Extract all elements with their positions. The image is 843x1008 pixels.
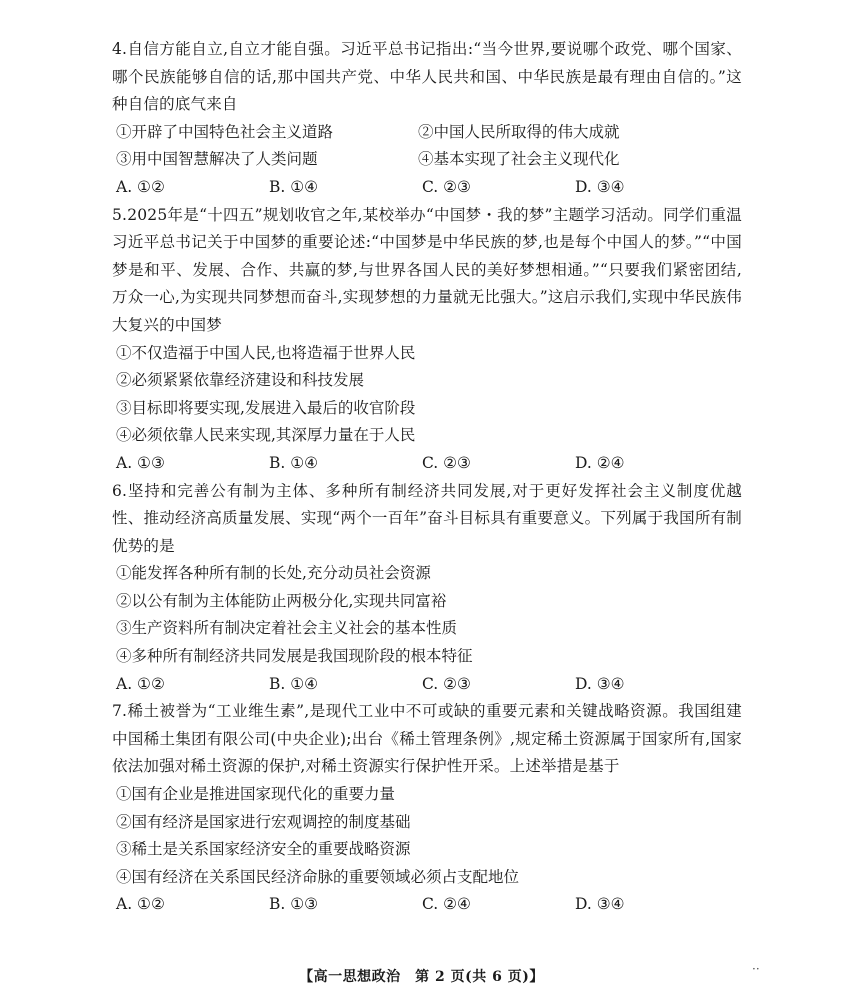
statement: ①国有企业是推进国家现代化的重要力量	[116, 785, 396, 804]
questions-area	[112, 36, 742, 919]
option-a: A. ①②	[116, 895, 165, 914]
answer-options	[112, 671, 742, 699]
option-c: C. ②③	[422, 674, 471, 693]
option-d: D. ③④	[575, 895, 625, 914]
question-stem: 4.自信方能自立,自立才能自强。习近平总书记指出:“当今世界,要说哪个政党、哪个国家、哪个民族能够自信的话,那中国共产党、中华人民共和国、中华民族是最有理由自信的。”这种自信的底气来自	[112, 40, 742, 114]
statement: ①能发挥各种所有制的长处,充分动员社会资源	[116, 564, 431, 583]
statement-list	[112, 119, 742, 174]
option-b: B. ①④	[269, 674, 319, 693]
statement: ③用中国智慧解决了人类问题	[116, 150, 318, 169]
question-6	[112, 478, 742, 699]
question-5	[112, 202, 742, 478]
statement-list	[112, 781, 742, 891]
option-a: A. ①②	[116, 177, 165, 196]
option-a: A. ①③	[116, 453, 165, 472]
option-c: C. ②③	[422, 177, 471, 196]
question-7	[112, 698, 742, 919]
statement: ④基本实现了社会主义现代化	[418, 150, 620, 169]
question-stem: 7.稀土被誉为“工业维生素”,是现代工业中不可或缺的重要元素和关键战略资源。我国组建中国稀土集团有限公司(中央企业);出台《稀土管理条例》,规定稀土资源属于国家所有,国家依法加强对稀土资源的保护,对稀土资源实行保护性开采。上述举措是基于	[112, 702, 742, 776]
question-stem: 6.坚持和完善公有制为主体、多种所有制经济共同发展,对于更好发挥社会主义制度优越性、推动经济高质量发展、实现“两个一百年”奋斗目标具有重要意义。下列属于我国所有制优势的是	[112, 481, 742, 555]
option-d: D. ③④	[575, 177, 625, 196]
statement: ④必须依靠人民来实现,其深厚力量在于人民	[116, 426, 416, 445]
statement: ④多种所有制经济共同发展是我国现阶段的根本特征	[116, 647, 473, 666]
statement: ②国有经济是国家进行宏观调控的制度基础	[116, 812, 411, 831]
statement: ②中国人民所取得的伟大成就	[418, 122, 620, 141]
option-c: C. ②③	[422, 453, 471, 472]
question-4	[112, 36, 742, 202]
answer-options	[112, 450, 742, 478]
statement: ③生产资料所有制决定着社会主义社会的基本性质	[116, 619, 458, 638]
option-c: C. ②④	[422, 895, 471, 914]
statement: ③目标即将要实现,发展进入最后的收官阶段	[116, 398, 416, 417]
option-b: B. ①④	[269, 453, 319, 472]
statement-list	[112, 340, 742, 450]
statement-list	[112, 560, 742, 670]
statement: ①不仅造福于中国人民,也将造福于世界人民	[116, 343, 416, 362]
option-d: D. ③④	[575, 674, 625, 693]
option-b: B. ①③	[269, 895, 319, 914]
statement: ④国有经济在关系国民经济命脉的重要领域必须占支配地位	[116, 867, 520, 886]
page-footer: 【高一思想政治 第 2 页(共 6 页)】	[299, 969, 544, 985]
option-b: B. ①④	[269, 177, 319, 196]
footer-mark: ··	[752, 962, 760, 976]
statement: ①开辟了中国特色社会主义道路	[116, 122, 334, 141]
question-stem: 5.2025年是“十四五”规划收官之年,某校举办“中国梦・我的梦”主题学习活动。同学们重温习近平总书记关于中国梦的重要论述:“中国梦是中华民族的梦,也是每个中国人的梦。”“中国梦是和平、发展、合作、共赢的梦,与世界各国人民的美好梦想相通。”“只要我们紧密团结,万众一心,为实现共同梦想而奋斗,实现梦想的力量就无比强大。”这启示我们,实现中华民族伟大复兴的中国梦	[112, 205, 742, 334]
statement: ②以公有制为主体能防止两极分化,实现共同富裕	[116, 591, 447, 610]
answer-options	[112, 174, 742, 202]
answer-options	[112, 891, 742, 919]
option-d: D. ②④	[575, 453, 625, 472]
option-a: A. ①②	[116, 674, 165, 693]
statement: ②必须紧紧依靠经济建设和科技发展	[116, 371, 365, 390]
statement: ③稀土是关系国家经济安全的重要战略资源	[116, 840, 411, 859]
